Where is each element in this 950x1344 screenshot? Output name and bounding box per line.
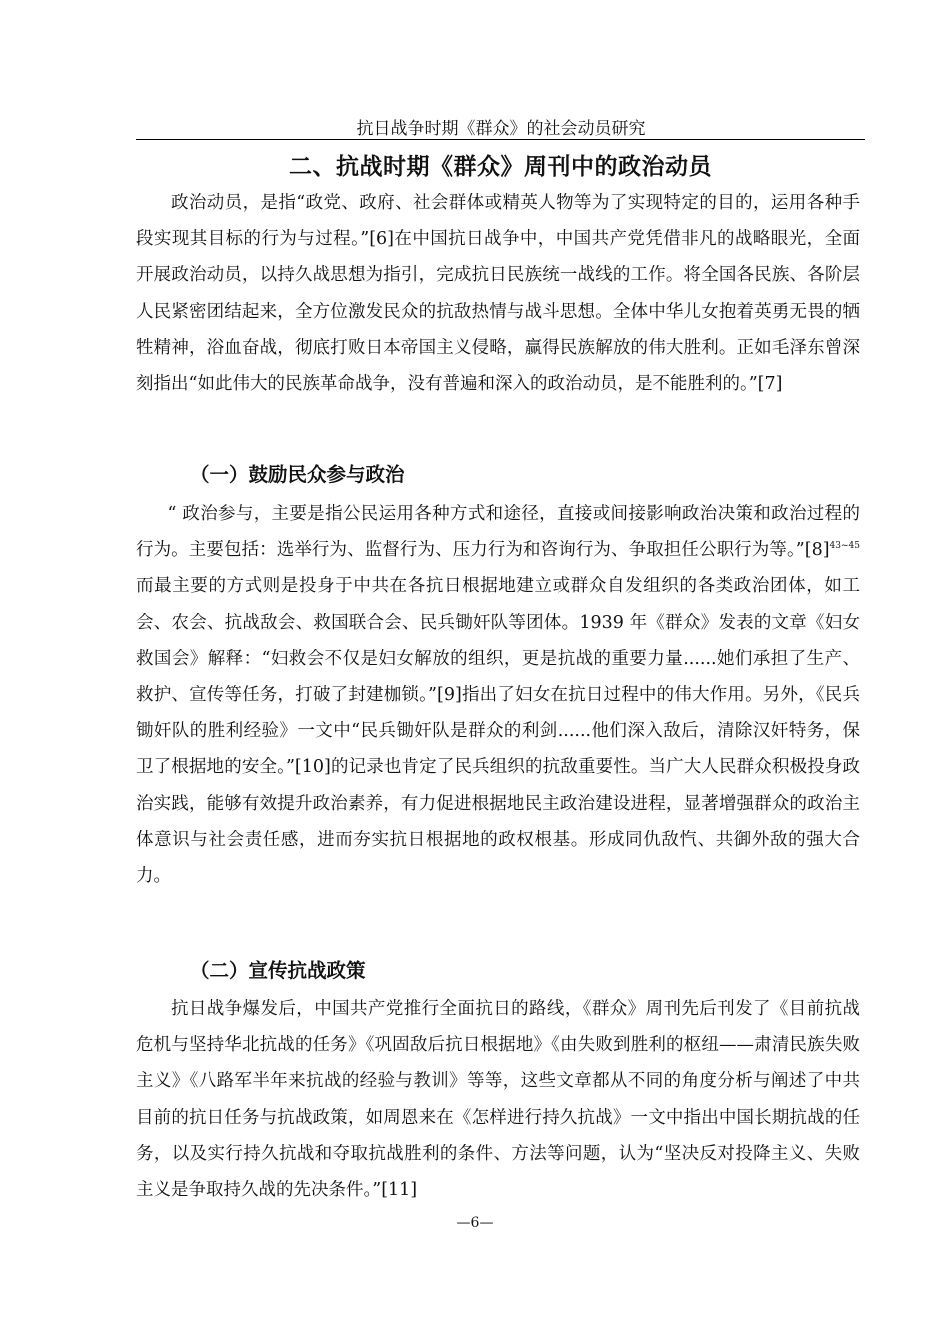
running-header: 抗日战争时期《群众》的社会动员研究 — [356, 119, 646, 139]
section-1-text-part2: 而最主要的方式则是投身于中共在各抗日根据地建立或群众自发组织的各类政治团体，如工会、农会、抗战敌会、救国联合会、民兵锄奸队等团体。1939 年《群众》发表的文章《妇女救国会》解释：“妇救会不仅是妇女解放的组织，更是抗战的重要力量......她们承担了生产、救护、宣传等任务，打破了封建枷锁。”[9]指出了妇女在抗日过程中的伟大作用。另外，《民兵锄奸队的胜利经验》一文中“民兵锄奸队是群众的利剑......他们深入敌后，清除汉奸特务，保卫了根据地的安全。”[10]的记录也肯定了民兵组织的抗敌重要性。当广大人民群众积极投身政治实践，能够有效提升政治素养，有力促进根据地民主政治建设进程，显著增强群众的政治主体意识与社会责任感，进而夯实抗日根据地的政权根基。形成同仇敌忾、共御外敌的强大合力。 — [136, 576, 860, 887]
chapter-intro-paragraph: 政治动员，是指“政党、政府、社会群体或精英人物等为了实现特定的目的，运用各种手段实现其目标的行为与过程。”[6]在中国抗日战争中，中国共产党凭借非凡的战略眼光，全面开展政治动员，以持久战思想为指引，完成抗日民族统一战线的工作。将全国各民族、各阶层人民紧密团结起来，全方位激发民众的抗敌热情与战斗思想。全体中华儿女抱着英勇无畏的牺牲精神，浴血奋战，彻底打败日本帝国主义侵略，赢得民族解放的伟大胜利。正如毛泽东曾深刻指出“如此伟大的民族革命战争，没有普遍和深入的政治动员，是不能胜利的。”[7] — [136, 193, 860, 395]
page-number: —6— — [456, 1215, 494, 1231]
section-1-paragraph — [136, 496, 860, 894]
section-2-paragraph: 抗日战争爆发后，中国共产党推行全面抗日的路线，《群众》周刊先后刊发了《目前抗战危机与坚持华北抗战的任务》《巩固敌后抗日根据地》《由失败到胜利的枢纽——肃清民族失败主义》《八路军半年来抗战的经验与教训》等等，这些文章都从不同的角度分析与阐述了中共目前的抗日任务与抗战政策，如周恩来在《怎样进行持久抗战》一文中指出中国长期抗战的任务，以及实行持久抗战和夺取抗战胜利的条件、方法等问题，认为“坚决反对投降主义、失败主义是争取持久战的先决条件。”[11] — [136, 999, 860, 1201]
section-1-text-part1: “ 政治参与，主要是指公民运用各种方式和途径，直接或间接影响政治决策和政治过程的行为。主要包括：选举行为、监督行为、压力行为和咨询行为、争取担任公职行为等。”[8] — [136, 504, 860, 561]
chapter-title: 二、抗战时期《群众》周刊中的政治动员 — [289, 154, 712, 180]
citation-page-range: 43~45 — [829, 541, 860, 552]
section-heading-2: （二）宣传抗战政策 — [190, 959, 366, 982]
header-rule — [136, 139, 865, 140]
section-heading-1: （一）鼓励民众参与政治 — [190, 463, 405, 486]
